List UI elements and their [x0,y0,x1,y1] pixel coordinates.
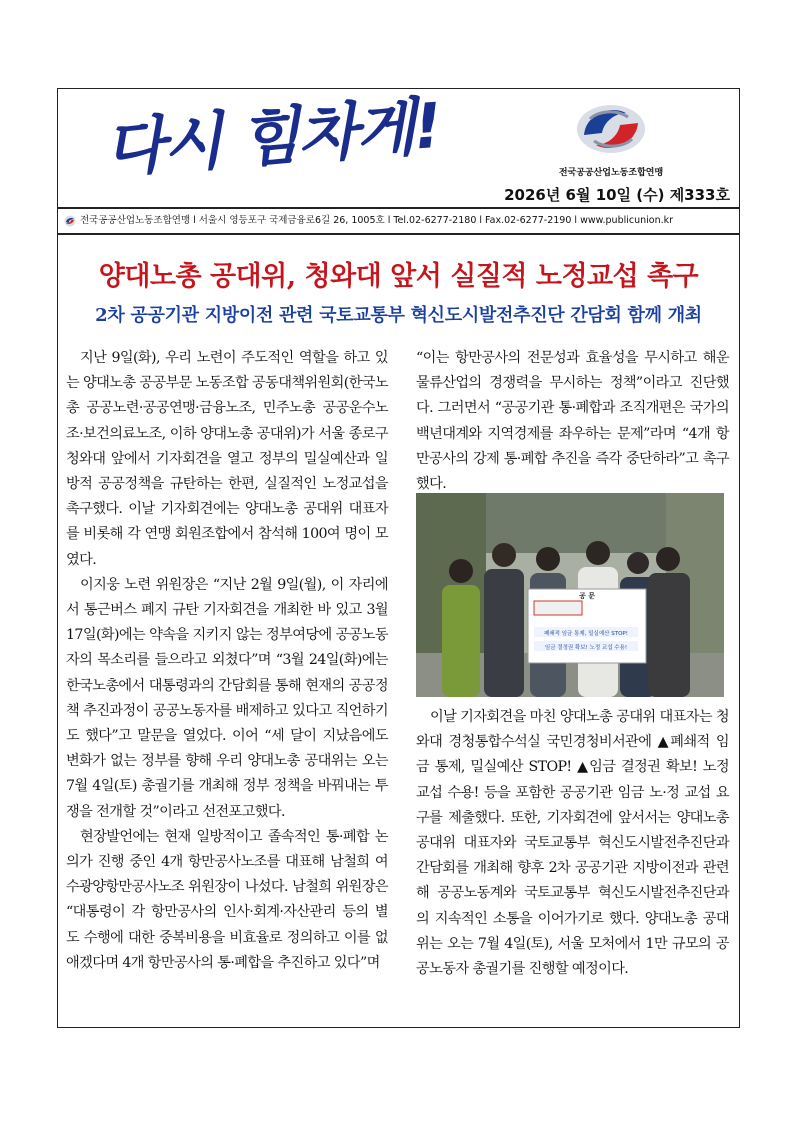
article-paragraph: 이지웅 노련 위원장은 “지난 2월 9일(월), 이 자리에서 통근버스 폐지 규탄 기자회견을 개최한 바 있고 3월 17일(화)에는 약속을 지키지 않는 정부여당에 공공노동자의 목소리를 들으라고 외쳤다”며 “3월 24일(화)에는 한국노총에서 대통령과의 간담회를 통해 현재의 공공정책 추진과정이 공공노동자를 배제하고 있다고 직언하기도 했다”고 말문을 열었다. 이어 “세 달이 지났음에도 변화가 없는 정부를 향해 우리 양대노총 공대위는 오는 7월 4일(토) 총궐기를 개최해 정부 정책을 바꿔내는 투쟁을 전개할 것”이라고 선전포고했다. [66,576,388,820]
photo-sign-line-2: 임금 결정권 확보! 노정 교섭 수용! [544,645,628,651]
issue-date: 2026년 6월 10일 (수) 제333호 [504,186,730,204]
article-column-left [66,346,388,976]
article-paragraph: 현장발언에는 현재 일방적이고 졸속적인 통·폐합 논의가 진행 중인 4개 항만공사노조를 대표해 남철희 여수광양항만공사노조 위원장이 나섰다. 남철희 위원장은 “대통령이 각 항만공사의 인사·회계·자산관리 등의 별도 수행에 대한 중복비용을 비효율로 정의하고 이를 없애겠다며 4개 항만공사의 통·폐합을 추진하고 있다”며 [66,828,388,971]
press-conference-photo [416,493,724,697]
photo-sign-line-1: 폐쇄적 임금 통제, 밀실예산 STOP! [544,631,628,637]
union-logo-icon [546,99,676,165]
contact-bar [58,207,739,235]
masthead [58,89,739,207]
newsletter-page [57,88,740,1028]
union-logo [546,99,676,189]
union-logo-name: 전국공공산업노동조합연맹 [558,168,664,178]
article-paragraph: “이는 항만공사의 전문성과 효율성을 무시하고 해운물류산업의 경쟁력을 무시하는 정책”이라고 진단했다. 그러면서 “공공기관 통·폐합과 조직개편은 국가의 백년대계와 지역경제를 좌우하는 문제”라며 “4개 항만공사의 강제 통·폐합 추진을 즉각 중단하라”고 촉구했다. [416,350,729,493]
photo-sign-title: 공 문 [579,592,595,600]
article-subheadline: 2차 공공기관 지방이전 관련 국토교통부 혁신도시발전추진단 간담회 함께 개최 [95,305,702,326]
article-paragraph: 지난 9일(화), 우리 노련이 주도적인 역할을 하고 있는 양대노총 공공부문 노동조합 공동대책위원회(한국노총 공공노련·공공연맹·금융노조, 민주노총 공공운수노조·보건의료노조, 이하 양대노총 공대위)가 서울 종로구 청와대 앞에서 기자회견을 열고 정부의 밀실예산과 일방적 공공정책을 규탄하는 한편, 실질적인 노정교섭을 촉구했다. 이날 기자회견에는 양대노총 공대위 대표자를 비롯해 각 연맹 회원조합에서 참석해 100여 명이 모였다. [66,350,388,568]
contact-text: 전국공공산업노동조합연맹 l 서울시 영등포구 국제금융로6길 26, 1005호 l Tel.02-6277-2180 l Fax.02-6277-2190 l www.publicunion.kr [80,215,674,226]
press-photo-image [416,493,724,697]
article-headline: 양대노총 공대위, 청와대 앞서 실질적 노정교섭 촉구 [98,261,699,292]
article-column-right-bottom [416,705,729,982]
union-mini-logo-icon [64,215,76,227]
masthead-title: 다시 힘차게! [102,88,443,186]
article-paragraph: 이날 기자회견을 마친 양대노총 공대위 대표자는 청와대 경청통합수석실 국민경청비서관에 ▲폐쇄적 임금 통제, 밀실예산 STOP! ▲임금 결정권 확보! 노정 교섭 수용! 등을 포함한 공공기관 임금 노·정 교섭 요구를 제출했다. 또한, 기자회견에 앞서서는 양대노총 공대위 대표자와 국토교통부 혁신도시발전추진단과 간담회를 개최해 향후 2차 공공기관 지방이전과 관련해 공공노동계와 국토교통부 혁신도시발전추진단과의 지속적인 소통을 이어가기로 했다. 양대노총 공대위는 오는 7월 4일(토), 서울 모처에서 1만 규모의 공공노동자 총궐기를 진행할 예정이다. [416,709,729,978]
article-column-right-top [416,346,729,497]
